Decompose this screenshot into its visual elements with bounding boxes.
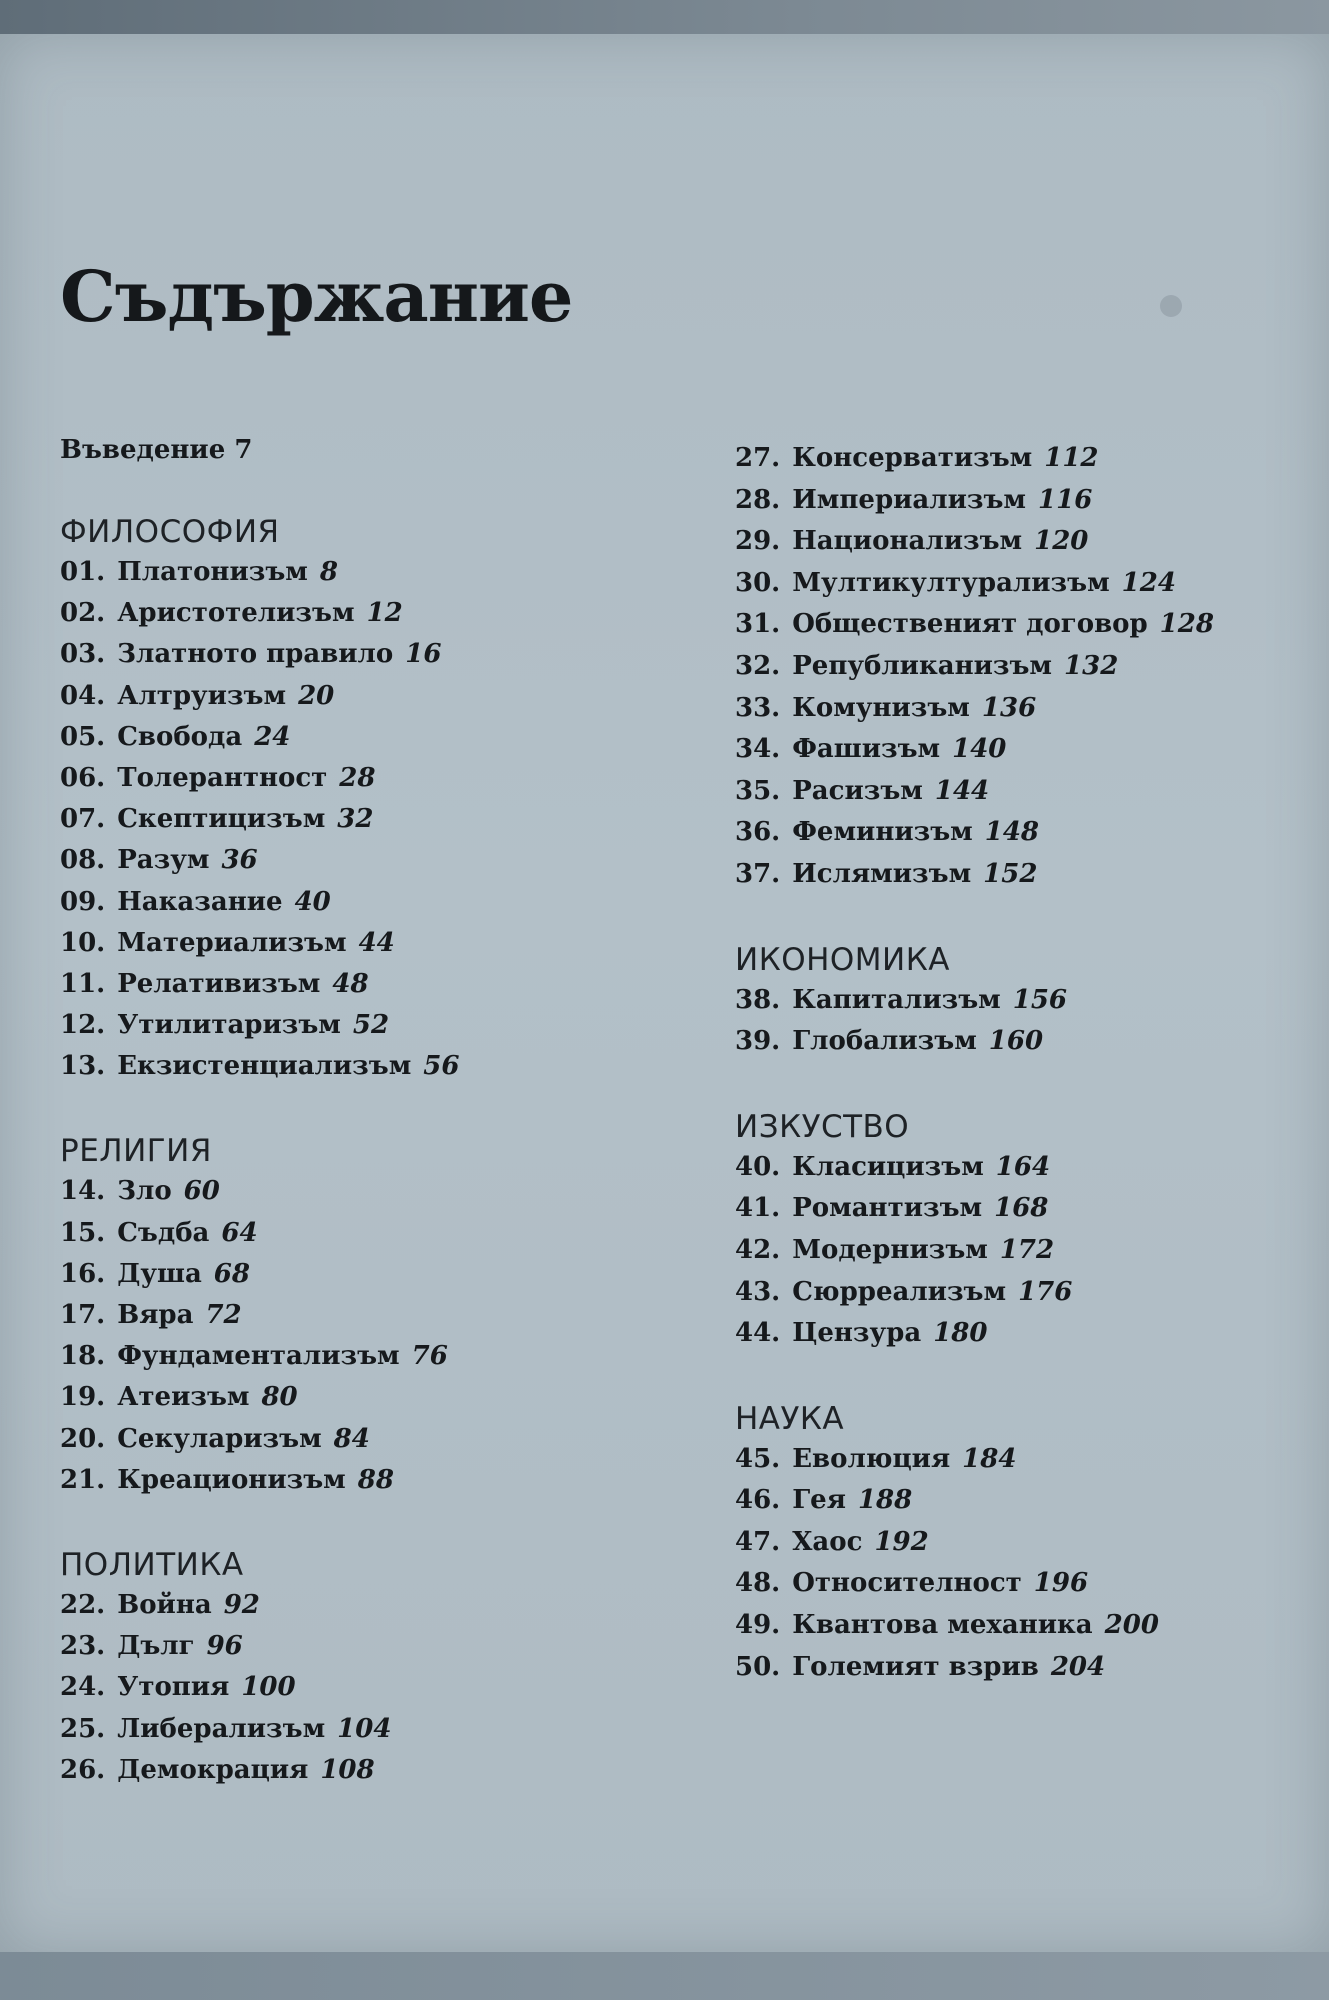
entry-page-number: 112 [1044, 443, 1099, 473]
entry-label: Относителност [792, 1568, 1022, 1599]
entry-page-number: 116 [1038, 484, 1093, 515]
toc-section [60, 512, 700, 1087]
entry-page-number: 64 [221, 1217, 258, 1248]
entry-label: Скептицизъм [117, 804, 326, 835]
entry-number: 39. [735, 1026, 781, 1057]
toc-entry[interactable] [735, 521, 1295, 563]
toc-left-column [60, 430, 700, 1835]
entry-label: Материализъм [117, 927, 347, 958]
entry-number: 37. [735, 858, 781, 889]
entry-label: Атеизъм [117, 1382, 250, 1413]
entry-number: 50. [735, 1651, 781, 1682]
entry-label: Либерализъм [117, 1713, 326, 1744]
toc-entry[interactable] [60, 1005, 700, 1046]
entry-page-number: 140 [952, 734, 1007, 765]
entry-number: 29. [735, 526, 781, 557]
entry-number: 04. [60, 680, 106, 711]
toc-entry[interactable] [60, 799, 700, 840]
entry-label: Зло [117, 1176, 172, 1207]
toc-entry[interactable] [735, 1439, 1295, 1481]
section-heading: ИКОНОМИКА [735, 941, 950, 978]
entry-label: Креационизъм [117, 1464, 346, 1495]
toc-entry[interactable] [735, 480, 1295, 522]
entry-label: Вяра [117, 1300, 194, 1330]
toc-entry[interactable] [735, 854, 1295, 896]
toc-entry[interactable] [735, 1021, 1295, 1063]
entry-number: 40. [735, 1151, 781, 1182]
entry-label: Дълг [117, 1631, 195, 1662]
entry-number: 21. [60, 1464, 106, 1495]
entry-number: 27. [735, 443, 781, 473]
entry-page-number: 12 [366, 598, 403, 629]
toc-entry[interactable] [60, 840, 700, 881]
entry-number: 09. [60, 886, 106, 917]
entry-page-number: 200 [1104, 1610, 1159, 1641]
entry-label: Толерантност [117, 762, 328, 793]
page-top-edge [0, 0, 1329, 34]
entry-label: Консерватизъм [792, 443, 1033, 473]
toc-entry[interactable] [60, 1254, 700, 1295]
entry-number: 38. [735, 984, 781, 1015]
toc-entry[interactable] [60, 1419, 700, 1460]
entry-label: Екзистенциализъм [117, 1051, 412, 1082]
entry-page-number: 120 [1034, 526, 1089, 557]
toc-entry[interactable] [60, 1585, 700, 1626]
toc-entry[interactable] [735, 1147, 1295, 1189]
toc-section [60, 1131, 700, 1501]
entry-number: 15. [60, 1217, 106, 1248]
toc-entry[interactable] [735, 729, 1295, 771]
entry-label: Релативизъм [117, 968, 321, 999]
toc-entry[interactable] [735, 1522, 1295, 1564]
entry-page-number: 8 [319, 557, 338, 587]
entry-label: Секуларизъм [117, 1423, 322, 1454]
entry-label: Наказание [117, 886, 283, 917]
entry-number: 14. [60, 1176, 106, 1207]
toc-entry[interactable] [60, 1336, 700, 1377]
toc-entry[interactable] [60, 923, 700, 964]
entry-number: 25. [60, 1713, 106, 1744]
entry-page-number: 68 [213, 1258, 250, 1289]
toc-entry[interactable] [735, 1480, 1295, 1522]
toc-entry[interactable] [60, 1213, 700, 1254]
entry-label: Разум [117, 845, 210, 876]
section-heading: НАУКА [735, 1400, 845, 1437]
toc-entry[interactable] [60, 634, 700, 675]
entry-label: Еволюция [792, 1443, 951, 1474]
entry-page-number: 84 [333, 1423, 370, 1454]
entry-page-number: 180 [933, 1318, 988, 1349]
toc-entry[interactable] [735, 1272, 1295, 1314]
toc-entry[interactable] [60, 964, 700, 1005]
toc-entry[interactable] [60, 1171, 700, 1212]
entry-label: Капитализъм [792, 984, 1001, 1015]
toc-intro-entry [60, 430, 700, 470]
entry-label: Общественият договор [792, 609, 1148, 640]
entry-number: 43. [735, 1276, 781, 1307]
toc-entry[interactable] [60, 1377, 700, 1418]
section-heading: ФИЛОСОФИЯ [60, 514, 280, 550]
entry-page-number: 20 [298, 680, 335, 711]
entry-page-number: 104 [337, 1713, 392, 1744]
section-heading: РЕЛИГИЯ [60, 1133, 212, 1170]
entry-page-number: 184 [962, 1443, 1017, 1474]
entry-page-number: 168 [994, 1193, 1049, 1224]
toc-entry[interactable] [60, 1295, 700, 1336]
entry-number: 18. [60, 1341, 106, 1372]
entry-page-number: 100 [241, 1672, 296, 1703]
entry-label: Феминизъм [792, 817, 973, 848]
entry-number: 20. [60, 1423, 106, 1454]
entry-number: 36. [735, 817, 781, 848]
entry-page-number: 192 [874, 1526, 929, 1557]
toc-entry[interactable] [60, 1667, 700, 1708]
entry-number: 06. [60, 762, 106, 793]
toc-entry[interactable] [735, 980, 1295, 1022]
toc-entry[interactable] [60, 758, 700, 799]
left-sections [60, 512, 700, 1791]
toc-entry[interactable] [735, 812, 1295, 854]
entry-number: 24. [60, 1672, 106, 1703]
entry-page-number: 60 [183, 1176, 220, 1207]
toc-entry[interactable] [735, 1647, 1295, 1689]
entry-number: 47. [735, 1526, 781, 1557]
entry-number: 42. [735, 1234, 781, 1265]
entry-label: Сюрреализъм [792, 1276, 1007, 1307]
entry-label: Душа [117, 1258, 202, 1289]
entry-number: 48. [735, 1568, 781, 1599]
toc-entry[interactable] [60, 1460, 700, 1501]
toc-entry[interactable] [735, 771, 1295, 813]
toc-entry[interactable] [60, 882, 700, 923]
entry-number: 23. [60, 1631, 106, 1662]
page-title: Съдържание [60, 255, 573, 338]
entry-label: Свобода [117, 721, 243, 752]
entry-page-number: 204 [1050, 1651, 1106, 1682]
entry-page-number: 80 [261, 1382, 298, 1413]
entry-number: 07. [60, 804, 106, 835]
entry-label: Глобализъм [792, 1026, 977, 1057]
entry-page-number: 76 [411, 1341, 448, 1372]
entry-page-number: 16 [405, 639, 442, 670]
entry-page-number: 72 [205, 1300, 242, 1330]
entry-number: 22. [60, 1589, 106, 1620]
entry-number: 41. [735, 1193, 781, 1224]
entry-number: 28. [735, 484, 781, 515]
entry-label: Комунизъм [792, 692, 970, 723]
entry-label: Империализъм [792, 484, 1027, 515]
entry-page-number: 48 [332, 968, 369, 999]
entry-label: Големият взрив [792, 1651, 1039, 1682]
toc-entry[interactable] [735, 1188, 1295, 1230]
toc-entry[interactable] [735, 1605, 1295, 1647]
entry-page-number: 132 [1064, 650, 1119, 681]
entry-page-number: 148 [984, 817, 1040, 848]
entry-number: 05. [60, 721, 106, 752]
toc-entry[interactable] [60, 1709, 700, 1750]
entry-label: Хаос [792, 1526, 863, 1557]
entry-label: Аристотелизъм [117, 598, 355, 629]
entry-page-number: 144 [934, 775, 990, 806]
entry-number: 31. [735, 609, 781, 640]
entry-number: 13. [60, 1051, 106, 1082]
entry-page-number: 28 [339, 762, 376, 793]
entry-page-number: 124 [1121, 567, 1176, 598]
intro-page: 7 [234, 435, 253, 465]
entry-page-number: 56 [423, 1051, 460, 1082]
entry-label: Романтизъм [792, 1193, 983, 1224]
entry-page-number: 156 [1012, 984, 1068, 1015]
entry-number: 01. [60, 557, 106, 587]
intro-label: Въведение [60, 435, 226, 465]
entry-page-number: 196 [1033, 1568, 1089, 1599]
entry-label: Съдба [117, 1217, 210, 1248]
page-spot [1160, 295, 1182, 317]
entry-label: Фундаментализъм [117, 1341, 400, 1372]
entry-page-number: 160 [988, 1026, 1044, 1057]
entry-label: Гея [792, 1485, 846, 1516]
entry-number: 02. [60, 598, 106, 629]
toc-entry[interactable] [735, 1313, 1295, 1355]
toc-entry[interactable] [60, 552, 700, 593]
section-heading: ИЗКУСТВО [735, 1108, 910, 1145]
toc-section [735, 1399, 1295, 1689]
entry-page-number: 24 [254, 721, 291, 752]
entry-number: 26. [60, 1754, 106, 1785]
entry-page-number: 128 [1159, 609, 1214, 640]
entry-number: 45. [735, 1443, 781, 1474]
entry-page-number: 96 [206, 1631, 243, 1662]
toc-section [735, 438, 1295, 896]
entry-number: 03. [60, 639, 106, 670]
entry-label: Класицизъм [792, 1151, 984, 1182]
toc-entry[interactable] [735, 1230, 1295, 1272]
entry-page-number: 152 [983, 858, 1038, 889]
toc-entry[interactable] [735, 438, 1295, 480]
entry-number: 19. [60, 1382, 106, 1413]
entry-number: 49. [735, 1610, 781, 1641]
toc-entry[interactable] [60, 1750, 700, 1791]
toc-section [60, 1545, 700, 1791]
entry-label: Платонизъм [117, 557, 308, 587]
entry-number: 08. [60, 845, 106, 876]
toc-section [735, 940, 1295, 1063]
entry-label: Демокрация [117, 1754, 309, 1785]
entry-page-number: 40 [294, 886, 331, 917]
entry-page-number: 88 [357, 1464, 394, 1495]
entry-label: Война [117, 1589, 212, 1620]
toc-entry[interactable] [60, 1046, 700, 1087]
entry-label: Републиканизъм [792, 650, 1053, 681]
entry-label: Расизъм [792, 775, 923, 806]
entry-number: 12. [60, 1010, 106, 1041]
entry-page-number: 92 [223, 1589, 260, 1620]
entry-number: 30. [735, 567, 781, 598]
entry-page-number: 188 [857, 1485, 913, 1516]
entry-number: 16. [60, 1258, 106, 1289]
entry-label: Утилитаризъм [117, 1010, 341, 1041]
entry-label: Алтруизъм [117, 680, 287, 711]
entry-number: 33. [735, 692, 781, 723]
entry-page-number: 108 [320, 1754, 375, 1785]
right-sections [735, 438, 1295, 1688]
entry-number: 34. [735, 734, 781, 765]
toc-section [735, 1107, 1295, 1355]
entry-number: 35. [735, 775, 781, 806]
entry-label: Ислямизъм [792, 858, 972, 889]
toc-entry[interactable] [735, 563, 1295, 605]
entry-page-number: 32 [337, 804, 374, 835]
entry-number: 46. [735, 1485, 781, 1516]
entry-page-number: 176 [1018, 1276, 1073, 1307]
toc-entry[interactable] [735, 646, 1295, 688]
entry-page-number: 52 [352, 1010, 390, 1041]
entry-page-number: 44 [358, 927, 395, 958]
toc-entry[interactable] [60, 1626, 700, 1667]
toc-entry[interactable] [60, 593, 700, 634]
entry-number: 44. [735, 1318, 781, 1349]
entry-label: Златното правило [117, 639, 394, 670]
entry-page-number: 172 [999, 1234, 1055, 1265]
entry-label: Цензура [792, 1318, 922, 1349]
toc-entry[interactable] [735, 604, 1295, 646]
entry-label: Квантова механика [792, 1610, 1093, 1641]
entry-number: 11. [60, 968, 106, 999]
entry-label: Утопия [117, 1672, 230, 1703]
entry-page-number: 164 [995, 1151, 1051, 1182]
entry-label: Фашизъм [792, 734, 941, 765]
entry-number: 10. [60, 927, 106, 958]
entry-label: Модернизъм [792, 1234, 988, 1265]
entry-number: 32. [735, 650, 781, 681]
entry-label: Мултикултурализъм [792, 567, 1110, 598]
section-heading: ПОЛИТИКА [60, 1546, 244, 1583]
entry-page-number: 36 [221, 845, 258, 876]
entry-page-number: 136 [981, 692, 1037, 723]
entry-label: Национализъм [792, 526, 1023, 557]
toc-entry[interactable] [60, 676, 700, 717]
toc-entry[interactable] [735, 1563, 1295, 1605]
entry-number: 17. [60, 1300, 106, 1330]
toc-entry[interactable] [60, 717, 700, 758]
toc-right-column [735, 438, 1295, 1732]
toc-entry[interactable] [735, 688, 1295, 730]
page-bottom-edge [0, 1952, 1329, 2000]
